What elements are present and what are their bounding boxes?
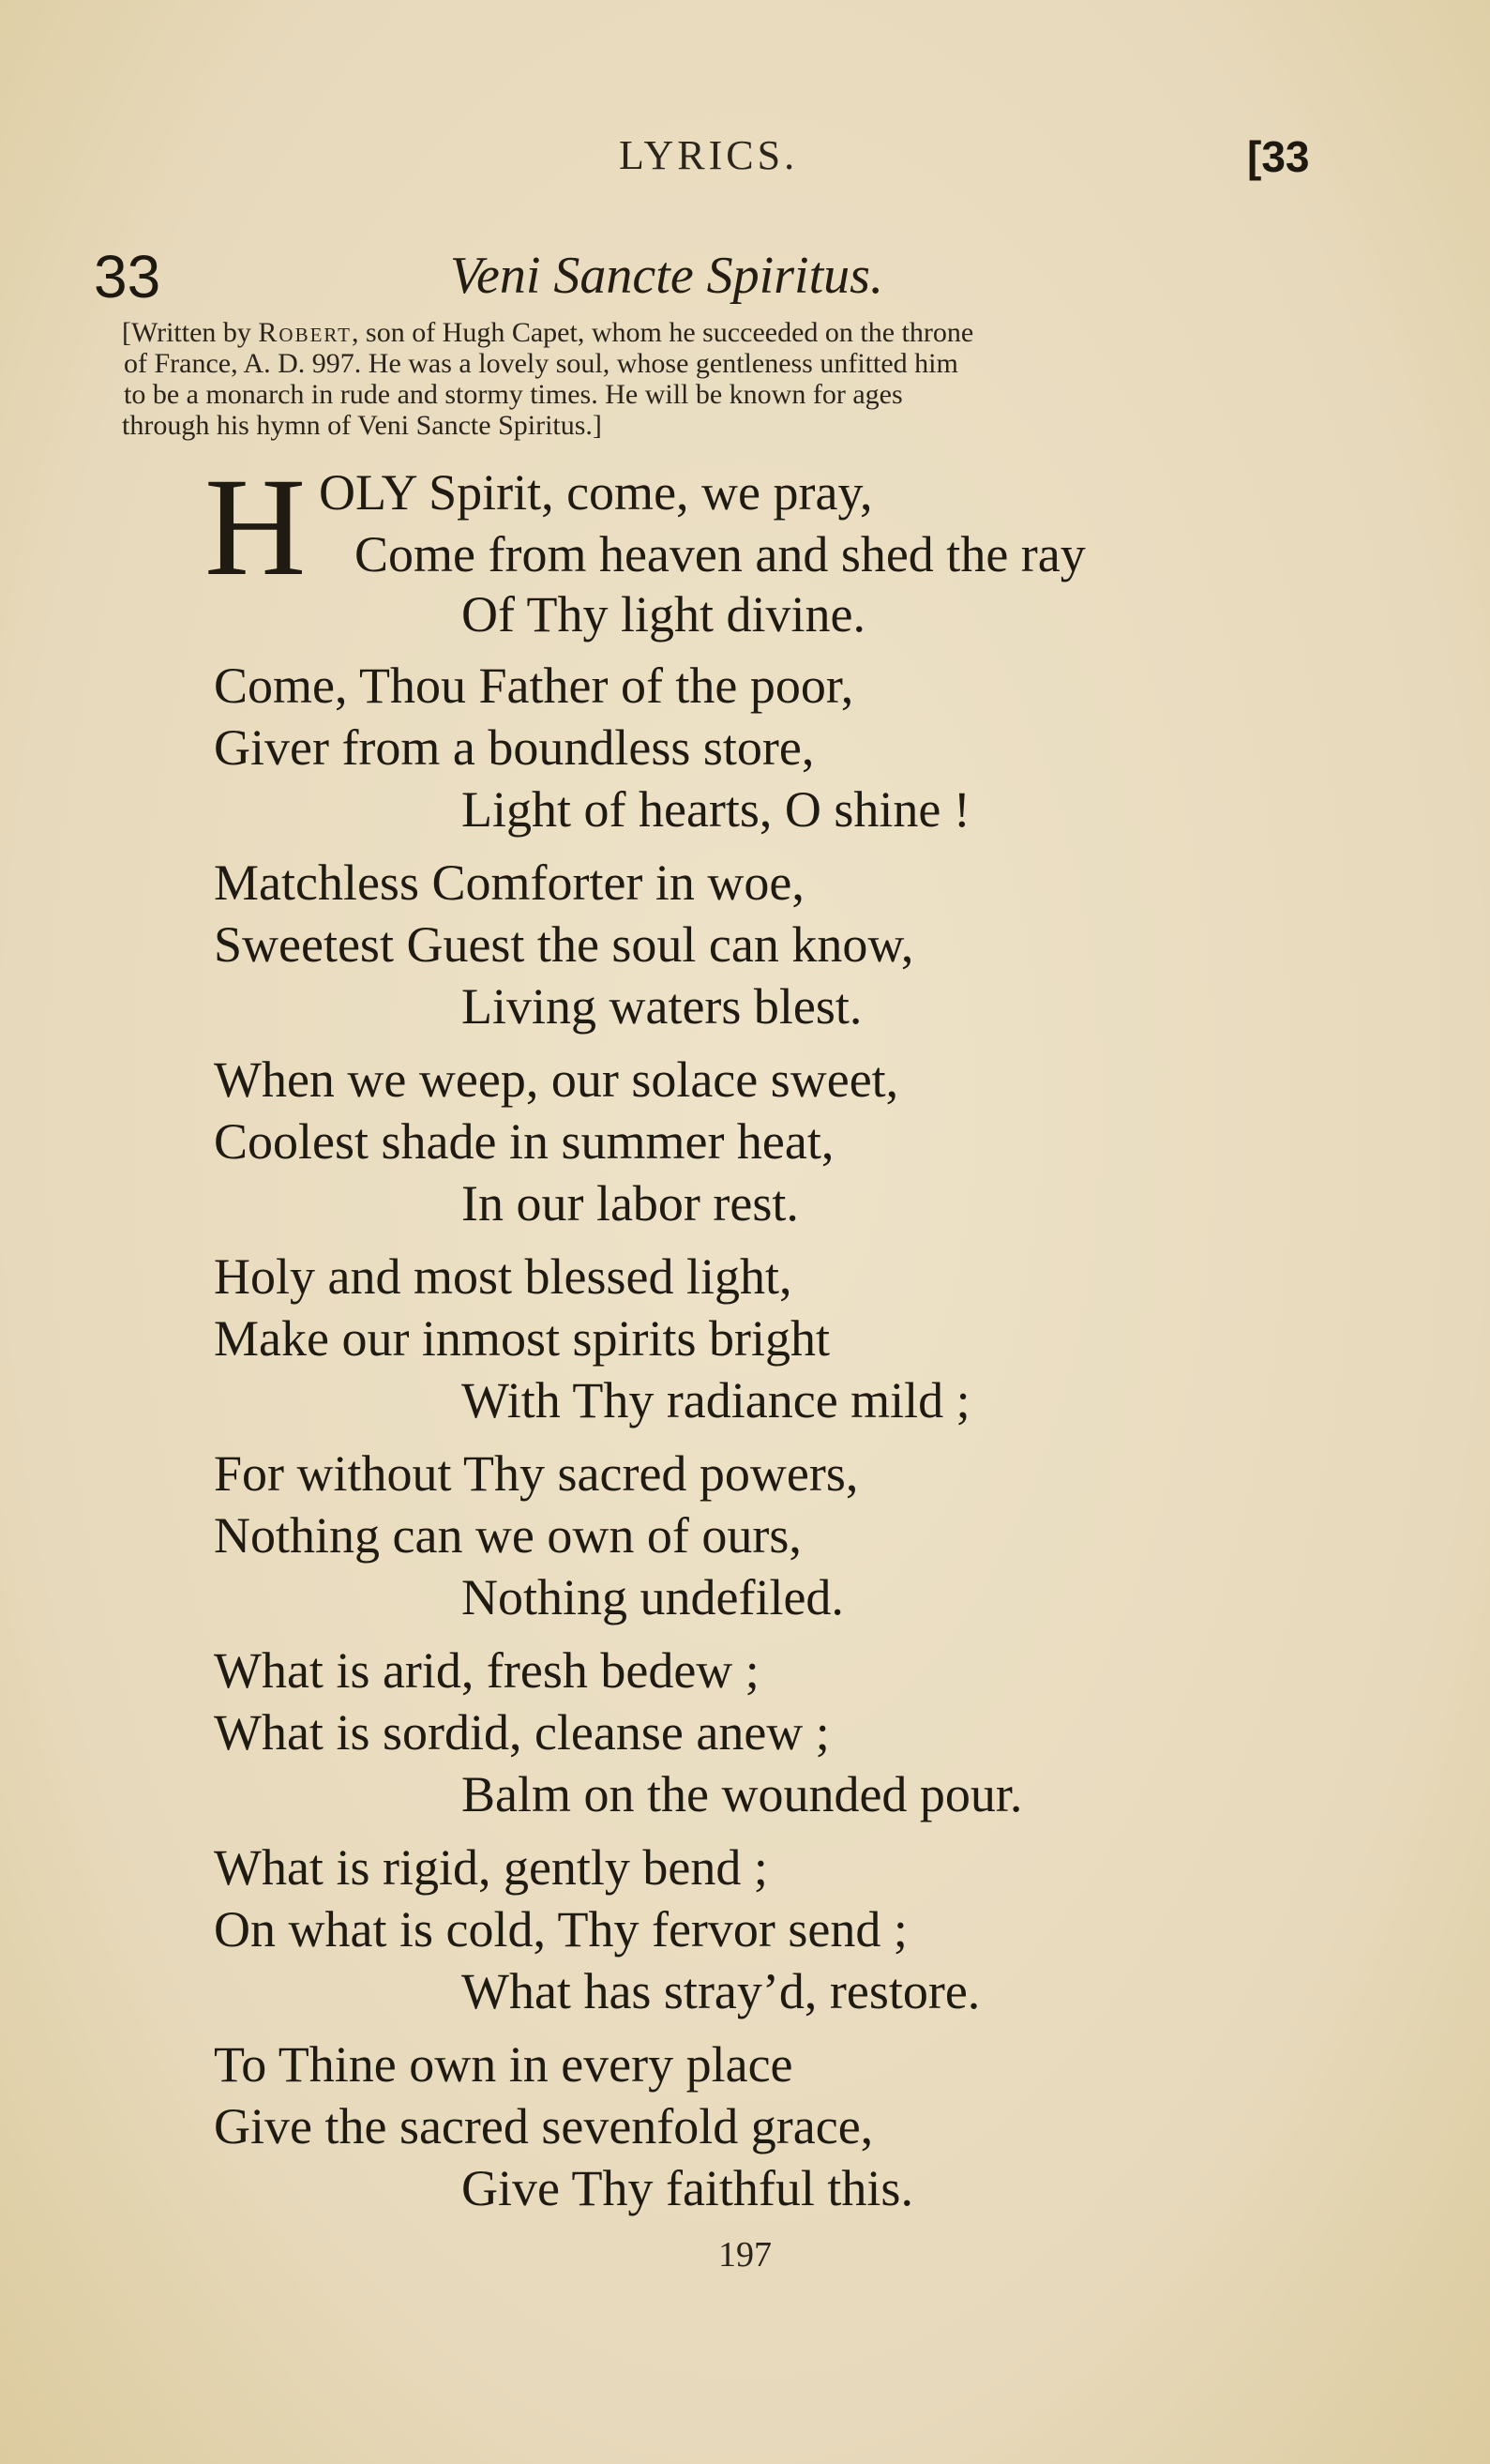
verse-line: Come, Thou Father of the poor, [214,658,854,714]
hymn-number: 33 [94,243,161,310]
verse-line: Of Thy light divine. [461,586,865,642]
verse-line: Come from heaven and shed the ray [354,526,1086,582]
page-number: 197 [718,2235,772,2275]
verse-line: OLY Spirit, come, we pray, [319,464,873,521]
verse-line: When we weep, our solace sweet, [214,1051,899,1108]
verse-line: With Thy radiance mild ; [461,1372,971,1429]
verse-line: Matchless Comforter in woe, [214,854,805,911]
section-marker: [33 [1247,132,1310,181]
hymn-introduction [122,317,1350,441]
verse-line: For without Thy sacred powers, [214,1445,859,1502]
intro-open: [Written by [122,317,259,348]
verse-line: Sweetest Guest the soul can know, [214,916,914,973]
verse-line: Giver from a boundless store, [214,719,815,776]
verse-line: Light of hearts, O shine ! [461,781,971,838]
verse-line: Balm on the wounded pour. [461,1766,1023,1822]
verse-line: Give Thy faithful this. [461,2160,913,2216]
verse-line: Make our inmost spirits bright [214,1310,830,1367]
intro-line [122,317,1350,348]
verse-line: Holy and most blessed light, [214,1248,792,1305]
intro-line: through his hymn of Veni Sancte Spiritus.] [122,410,602,441]
author-name: Robert [258,317,353,348]
verse-line: Give the sacred sevenfold grace, [214,2098,874,2154]
verse-line: What is sordid, cleanse anew ; [214,1704,830,1761]
verse-line: Nothing can we own of ours, [214,1507,802,1564]
verse-line: On what is cold, Thy fervor send ; [214,1901,908,1958]
drop-cap: H [204,449,307,605]
verse-line: Coolest shade in summer heat, [214,1113,835,1170]
running-head [0,131,1490,188]
verse-line: Nothing undefiled. [461,1569,844,1625]
verse-line: What has stray’d, restore. [461,1963,981,2019]
verse-line: What is rigid, gently bend ; [214,1839,768,1896]
verse-line: What is arid, fresh bedew ; [214,1642,760,1699]
running-title: LYRICS. [619,132,799,178]
verse-line: To Thine own in every place [214,2036,793,2093]
hymn-heading [0,242,1490,317]
intro-line: of France, A. D. 997. He was a lovely soul, whose gentleness unfitted him [124,348,958,379]
verse-line: Living waters blest. [461,978,863,1035]
intro-line: to be a monarch in rude and stormy times. He will be known for ages [124,379,903,410]
verse-line: In our labor rest. [461,1175,799,1232]
intro-line-1-rest: , son of Hugh Capet, whom he succeeded on the throne [352,317,974,348]
hymn-title: Veni Sancte Spiritus. [450,247,883,305]
